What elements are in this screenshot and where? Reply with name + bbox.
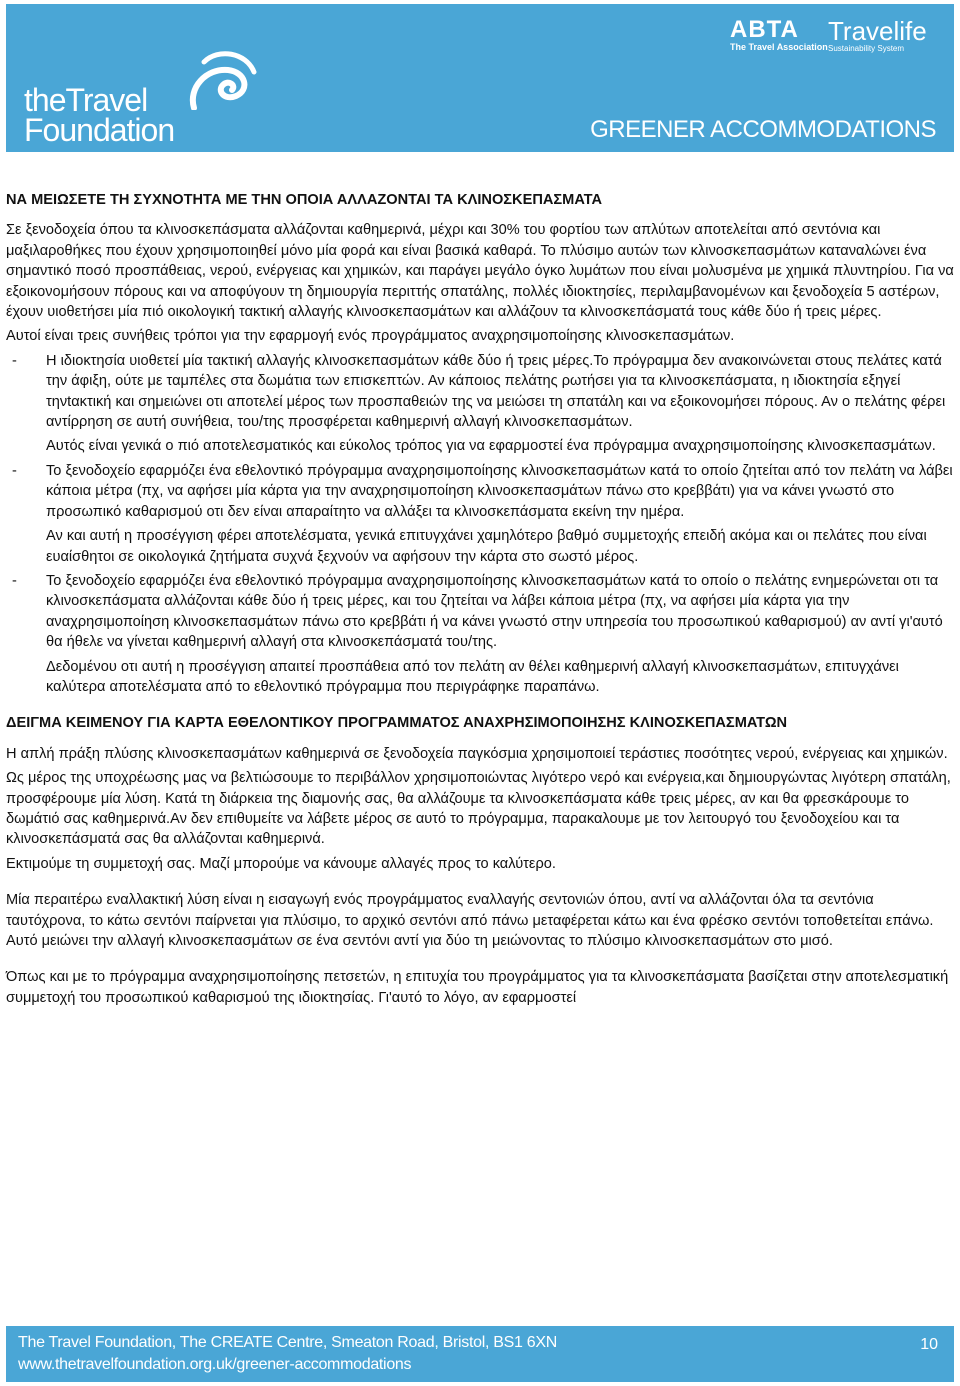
section-title: GREENER ACCOMMODATIONS: [590, 116, 936, 143]
list-item-note: Αν και αυτή η προσέγγιση φέρει αποτελέσματα, γενικά επιτυγχάνει χαμηλότερο βαθμό συμμετοχής επειδή ακόμα και οι πελάτες που είναι ευαίσθητοι σε οικολογικά ζητήματα συχνά ξεχνούν να αφήσουν την κάρτα στο σωστό μέρος.: [46, 528, 927, 565]
page-number: 10: [920, 1336, 938, 1353]
list-item-1: [6, 351, 956, 433]
heading-reduce-frequency: ΝΑ ΜΕΙΩΣΕΤΕ ΤΗ ΣΥΧΝΟΤΗΤΑ ΜΕ ΤΗΝ ΟΠΟΙΑ ΑΛΛΑΖΟΝΤΑΙ ΤΑ ΚΛΙΝΟΣΚΕΠΑΣΜΑΤΑ: [6, 192, 603, 208]
abta-logo: [730, 18, 828, 52]
swirl-icon: [184, 50, 260, 110]
footer-address: The Travel Foundation, The CREATE Centre, Smeaton Road, Bristol, BS1 6XN: [18, 1334, 557, 1351]
dash-marker: -: [12, 352, 17, 369]
logo-line-1: theTravel: [24, 82, 148, 118]
abta-wordmark: ABTA: [730, 16, 799, 43]
document-body: [6, 190, 956, 1008]
list-item-text: Το ξενοδοχείο εφαρμόζει ένα εθελοντικό πρόγραμμα αναχρησιμοποίησης κλινοσκεπασμάτων κατά το οποίο ζητείται από τον πελάτη να λάβει κάποια μέτρα (πχ, να αφήσει μία κάρτα για την αναχρησιμοποίηση κλινοσκεπασμάτων πάνω στο κρεββάτι) για να κάνει γνωστό στο προσωπικό καθαρισμού οτι δεν είναι απαραίτητο να αλλάξει τα κλινοσκεπάσματα εκείνη την ημέρα.: [46, 462, 953, 520]
logo-line-2: Foundation: [24, 112, 175, 148]
travelife-wordmark: Travelife: [828, 16, 927, 46]
dash-marker: -: [12, 572, 17, 589]
travelife-tagline: Sustainability System: [828, 44, 905, 53]
list-item-2: [6, 461, 956, 522]
page-footer: [6, 1326, 954, 1382]
list-item-text: Το ξενοδοχείο εφαρμόζει ένα εθελοντικό πρόγραμμα αναχρησιμοποίησης κλινοσκεπασμάτων κατά το οποίο ο πελάτης ενημερώνεται οτι τα κλινοσκεπάσματα αλλάζονται κάθε δύο ή τρεις μέρες, και του ζητείται να λάβει κάποια μέτρα (πχ, να αφήσει μία κάρτα για την αναχρησιμοποίηση κλινοσκεπασμάτων πάνω στο κρεββάτι ή να κάνει γνωστό στην υπηρεσία του προσωπικού καθαρισμού) αν αντί γι'αυτό θα ήθελε να γίνεται καθημερινή αλλαγή στα κλινοσκεπάσματά του/της.: [46, 572, 943, 651]
list-item-3: [6, 571, 956, 653]
paragraph-three-ways: Αυτοί είναι τρεις συνήθεις τρόποι για την εφαρμογή ενός προγράμματος αναχρησιμοποίησης κλινοσκεπασμάτων.: [6, 328, 735, 345]
page-header: [6, 4, 954, 152]
paragraph-intro: Σε ξενοδοχεία όπου τα κλινοσκεπάσματα αλλάζονται καθημερινά, μέχρι και 30% του φορτίου των απλύτων αποτελείται από σεντόνια και μαξιλαροθήκες που έχουν χρησιμοποιηθεί μόνο μία φορά και είναι βασικά καθαρά. Το πλύσιμο αυτών των κλινοσκεπασμάτων καταναλώνει ένα σημαντικό ποσό προσπάθειας, νερού, ενέργειας και χημικών, και παράγει μεγάλο όγκο λυμάτων που είναι μολυσμένα με χημικά πλυντηρίου. Για να εξοικονομήσουν πόρους και να αποφύγουν τη δημιουργία περιττής σπατάλης, πολλές ιδιοκτησίες, περιλαμβανομένων και ξενοδοχεία 5 αστέρων, έχουν υιοθετήσει μία πιό οικολογική τακτική αλλαγής κλινοσκεπασμάτων και αλλάζουν τα κλινοσκεπάσματά τους κάθε δύο ή τρεις μέρες.: [6, 222, 954, 321]
card-text-3: Εκτιμούμε τη συμμετοχή σας. Μαζί μπορούμε να κάνουμε αλλαγές προς το καλύτερο.: [6, 855, 556, 872]
paragraph-sheet-rotation: Μία περαιτέρω εναλλακτική λύση είναι η εισαγωγή ενός προγράμματος εναλλαγής σεντονιών όπου, αντί να αλλάζονται όλα τα σεντόνια ταυτόχρονα, το κάτω σεντόνι παίρνεται για πλύσιμο, το αρχικό σεντόνι από πάνω μεταφέρεται κάτω και ένα φρέσκο σεντόνι τοποθετείται επάνω. Αυτό μειώνει την αλλαγή κλινοσκεπασμάτων σε ένα σεντόνι αντί για δύο τη μειώνοντας το πλύσιμο κλινοσκεπασμάτων στο μισό.: [6, 892, 934, 949]
card-text-2: Ως μέρος της υποχρέωσης μας να βελτιώσουμε το περιβάλλον χρησιμοποιώντας λιγότερο νερό και ενέργεια,και δημιουργώντας λιγότερη σπατάλη, προσφέρουμε μία λύση. Κατά τη διάρκεια της διαμονής σας, θα αλλάζουμε τα κλινοσκεπάσματα κάθε τρεις μέρες, αν και θα φρεσκάρουμε το δωμάτιό σας καθημερινά.Αν δεν επιθυμείτε να λάβετε μέρος σε αυτό το πρόγραμμα, παρακαλουμε με τον λειτουργό του ξενοδοχείου και τα κλινοσκεπάσματά σας θα αλλάζονται καθημερινά.: [6, 770, 951, 848]
abta-tagline: The Travel Association: [730, 42, 828, 52]
travelife-logo: [828, 18, 927, 54]
list-item-note: Αυτός είναι γενικά ο πιό αποτελεσματικός και εύκολος τρόπος για να εφαρμοστεί ένα πρόγραμμα αναχρησιμοποίησης κλινοσκεπασμάτων.: [46, 438, 936, 455]
card-text-1: Η απλή πράξη πλύσης κλινοσκεπασμάτων καθημερινά σε ξενοδοχεία παγκόσμια χρησιμοποιεί τεράστιες ποσότητες νερού, ενέργειας και χημικών.: [6, 745, 948, 762]
dash-marker: -: [12, 462, 17, 479]
heading-sample-card: ΔΕΙΓΜΑ ΚΕΙΜΕΝΟΥ ΓΙΑ ΚΑΡΤΑ ΕΘΕΛΟΝΤΙΚΟΥ ΠΡΟΓΡΑΜΜΑΤΟΣ ΑΝΑΧΡΗΣΙΜΟΠΟΙΗΣΗΣ ΚΛΙΝΟΣΚΕΠΑΣΜΑΤΩΝ: [6, 715, 788, 732]
paragraph-staff-participation: Όπως και με το πρόγραμμα αναχρησιμοποίησης πετσετών, η επιτυχία του προγράμματος για τα κλινοσκεπάσματα βασίζεται στην αποτελεσματική συμμετοχή του προσωπικού καθαρισμού της ιδιοκτησίας. Γι'αυτό το λόγο, αν εφαρμοστεί: [6, 969, 949, 1006]
footer-url: www.thetravelfoundation.org.uk/greener-accommodations: [18, 1356, 412, 1373]
list-item-note: Δεδομένου οτι αυτή η προσέγγιση απαιτεί προσπάθεια από τον πελάτη αν θέλει καθημερινή αλλαγή κλινοσκεπασμάτων, επιτυγχάνει καλύτερα αποτελέσματα από το εθελοντικό πρόγραμμα που περιγράφηκε παραπάνω.: [46, 658, 899, 695]
list-item-text: Η ιδιοκτησία υιοθετεί μία τακτική αλλαγής κλινοσκεπασμάτων κάθε δύο ή τρεις μέρες.Το πρόγραμμα δεν ανακοινώνεται στους πελάτες κατά την άφιξη, ούτε με ταμπέλες στα δωμάτια των επισκεπτών. Αν κάποιος πελάτης ρωτήσει για τα κλινοσκεπάσματα, η ιδιοκτησία εξηγεί τηνtακτική και σημειώνει οτι αποτελεί μέρος των προσπαθειών της να μειώσει τη σπατάλη και να εξοικονομήσει πόρους. Αν ο πελάτης φέρει αντίρρηση σε αυτή συνήθεια, του/της προσφέρεται καθημερινή αλλαγή κλινοσκεπασμάτων.: [46, 352, 946, 431]
